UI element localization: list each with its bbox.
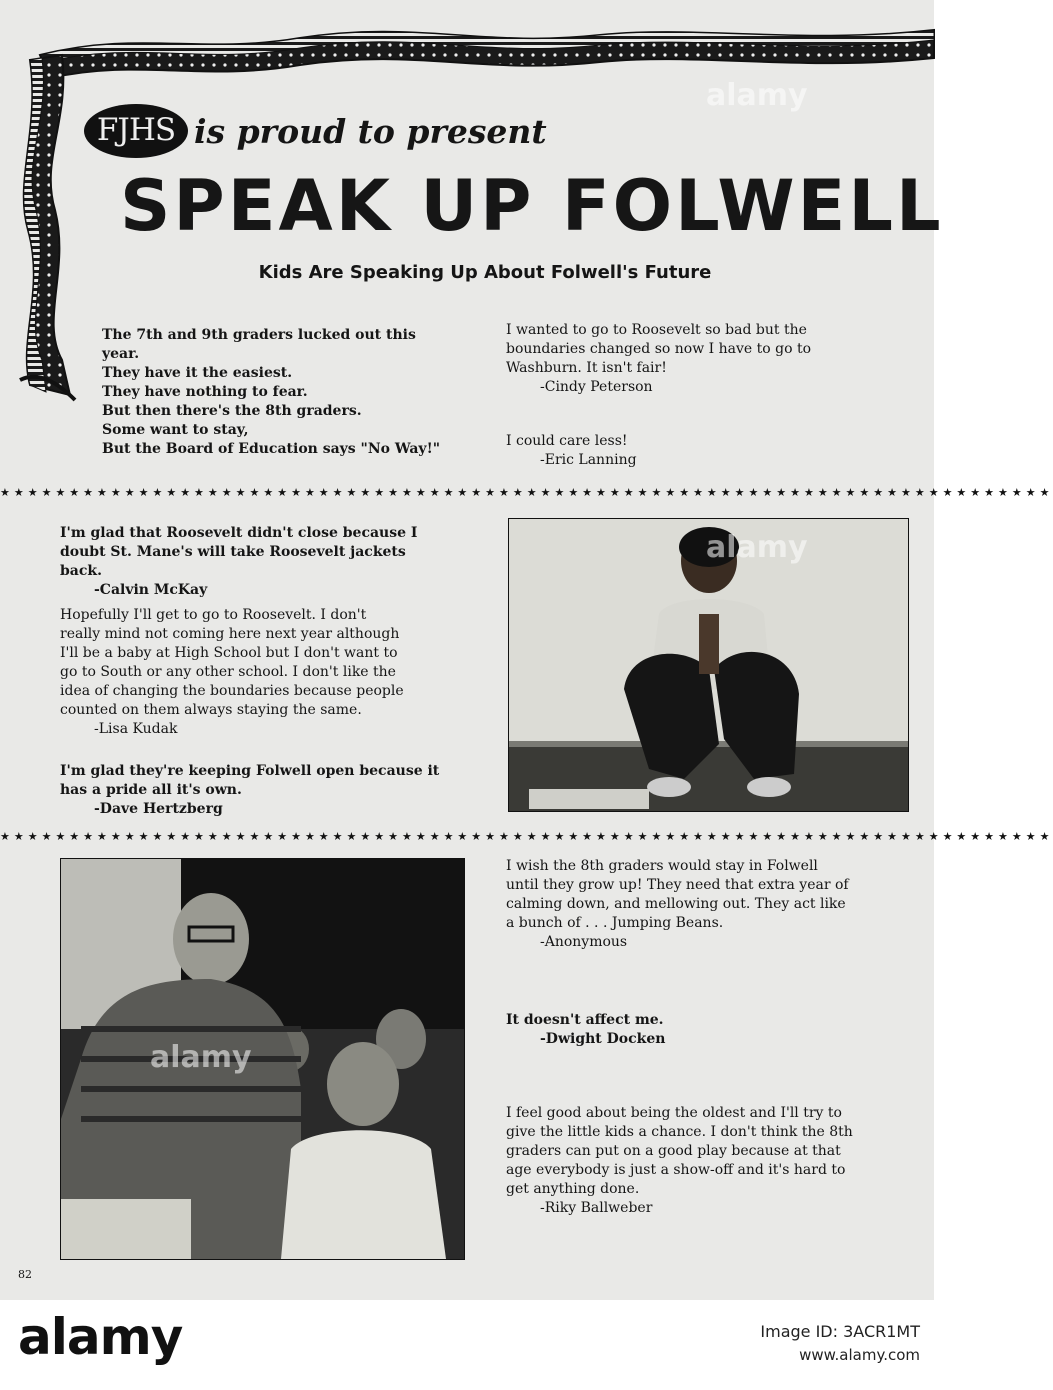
header-tagline: is proud to present xyxy=(194,112,547,151)
page-number: 82 xyxy=(18,1268,32,1281)
quote-line: give the little kids a chance. I don't think the 8th xyxy=(506,1124,853,1140)
quote-line: It doesn't affect me. xyxy=(506,1012,664,1028)
quote-line: I wish the 8th graders would stay in Folwell xyxy=(506,858,818,874)
quote-author: -Dwight Docken xyxy=(540,1031,666,1047)
star-divider: ★★★★★★★★★★★★★★★★★★★★★★★★★★★★★★★★★★★★★★★★★★★★★★★★★★★★★★★★★★★★★★★★★★★★★★★★★★★★ xyxy=(0,486,1053,499)
poem-line: The 7th and 9th graders lucked out this xyxy=(102,327,416,343)
quote-line: counted on them always staying the same. xyxy=(60,702,362,718)
quote-author: -Calvin McKay xyxy=(94,582,208,598)
quote-line: a bunch of . . . Jumping Beans. xyxy=(506,915,724,931)
poem-line: They have it the easiest. xyxy=(102,365,293,381)
quote-line: go to South or any other school. I don't like the xyxy=(60,664,396,680)
quote-eric xyxy=(506,432,906,470)
quote-author: -Eric Lanning xyxy=(540,452,637,468)
quote-line: until they grow up! They need that extra year of xyxy=(506,877,849,893)
quote-calvin xyxy=(60,524,480,600)
quote-dwight xyxy=(506,1011,916,1049)
quote-riky xyxy=(506,1104,921,1218)
quote-author: -Anonymous xyxy=(540,934,628,950)
quote-author: -Lisa Kudak xyxy=(94,721,178,737)
fjhs-logo-text: FJHS xyxy=(96,112,176,148)
quote-line: Washburn. It isn't fair! xyxy=(506,360,667,376)
page-title: SPEAK UP FOLWELL xyxy=(120,165,944,247)
quote-line: I wanted to go to Roosevelt so bad but the xyxy=(506,322,807,338)
quote-line: boundaries changed so now I have to go to xyxy=(506,341,812,357)
quote-author: -Dave Hertzberg xyxy=(94,801,223,817)
page-subtitle: Kids Are Speaking Up About Folwell's Future xyxy=(258,262,712,283)
poem-line: Some want to stay, xyxy=(102,422,249,438)
quote-line: I'm glad they're keeping Folwell open because it xyxy=(60,763,440,779)
quote-line: I'll be a baby at High School but I don't want to xyxy=(60,645,398,661)
quote-line: calming down, and mellowing out. They act like xyxy=(506,896,846,912)
poem-line: year. xyxy=(102,346,140,362)
footer-logo: alamy xyxy=(18,1308,183,1366)
quote-cindy xyxy=(506,321,906,397)
quote-line: idea of changing the boundaries because people xyxy=(60,683,404,699)
watermark-logo: alamy xyxy=(150,1040,252,1075)
watermark-logo: alamy xyxy=(706,78,808,113)
poem-line: But the Board of Education says "No Way!" xyxy=(102,441,441,457)
quote-lisa xyxy=(60,606,480,739)
quote-author: -Riky Ballweber xyxy=(540,1200,653,1216)
quote-dave xyxy=(60,762,480,819)
quote-line: really mind not coming here next year although xyxy=(60,626,400,642)
quote-anonymous xyxy=(506,857,916,952)
quote-line: I could care less! xyxy=(506,433,628,449)
quote-line: get anything done. xyxy=(506,1181,640,1197)
teacher-student-photo-image xyxy=(61,859,464,1259)
teacher-student-photo xyxy=(60,858,465,1260)
footer-url: www.alamy.com xyxy=(799,1346,920,1364)
quote-line: I'm glad that Roosevelt didn't close because I xyxy=(60,525,418,541)
star-divider: ★★★★★★★★★★★★★★★★★★★★★★★★★★★★★★★★★★★★★★★★★★★★★★★★★★★★★★★★★★★★★★★★★★★★★★★★★★★★ xyxy=(0,830,1053,843)
poem-line: They have nothing to fear. xyxy=(102,384,308,400)
poem-line: But then there's the 8th graders. xyxy=(102,403,362,419)
quote-line: age everybody is just a show-off and it's hard to xyxy=(506,1162,846,1178)
poem-block xyxy=(102,326,482,459)
quote-line: graders can put on a good play because at that xyxy=(506,1143,841,1159)
quote-line: I feel good about being the oldest and I'll try to xyxy=(506,1105,842,1121)
watermark-logo: alamy xyxy=(706,530,808,565)
watermark-footer xyxy=(0,1300,934,1390)
quote-line: has a pride all it's own. xyxy=(60,782,242,798)
footer-image-id: Image ID: 3ACR1MT xyxy=(760,1322,920,1341)
quote-author: -Cindy Peterson xyxy=(540,379,653,395)
quote-line: Hopefully I'll get to go to Roosevelt. I don't xyxy=(60,607,367,623)
quote-line: back. xyxy=(60,563,102,579)
quote-line: doubt St. Mane's will take Roosevelt jackets xyxy=(60,544,406,560)
